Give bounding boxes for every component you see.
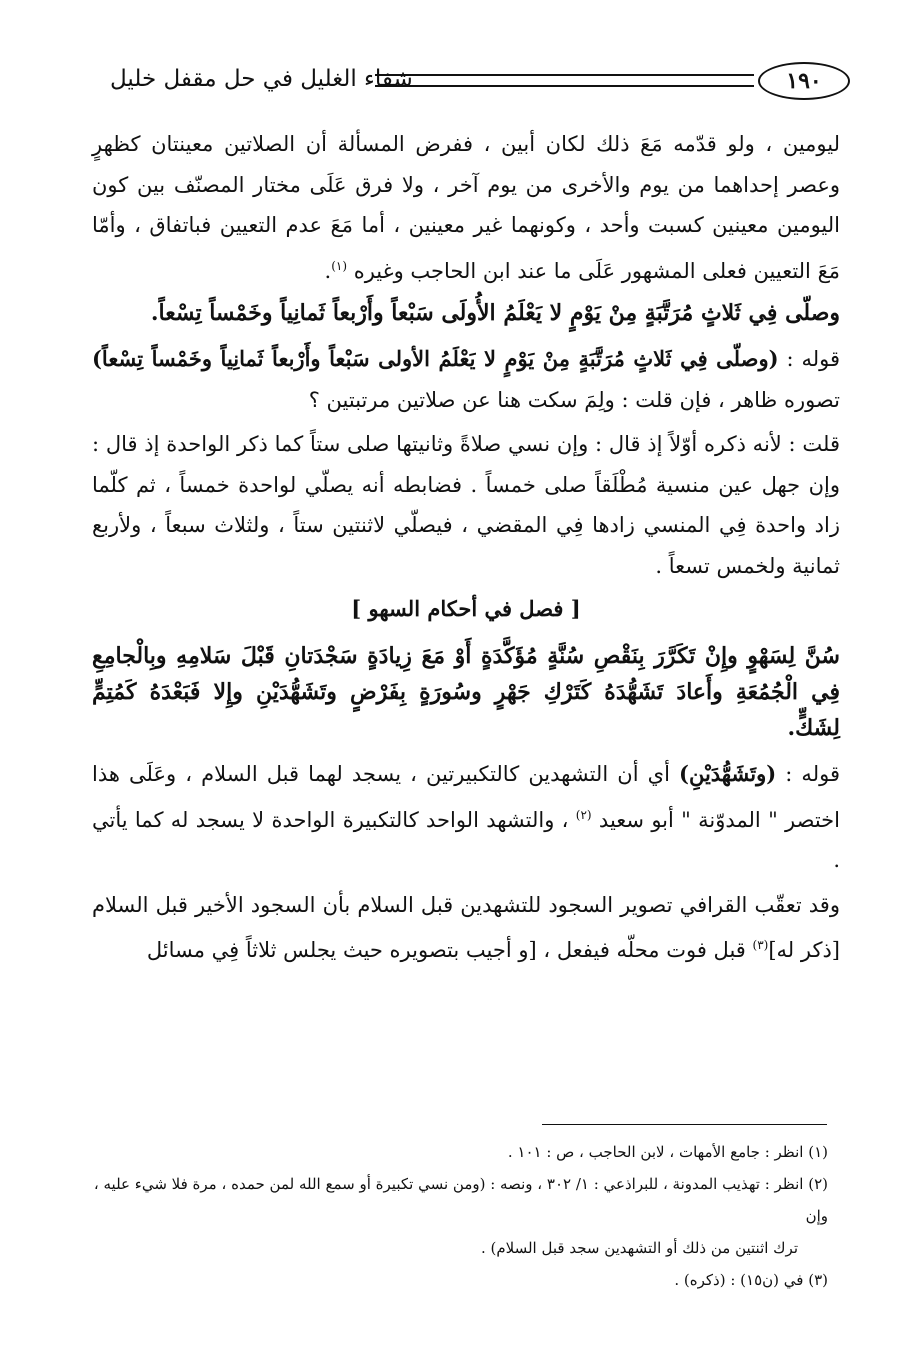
matn-text: وصلّى فِي ثَلاثٍ مُرَتَّبَةٍ مِنْ يَوْمٍ لا يَعْلَمُ الأُولَى سَبْعاً وأَرْبعاً ثَمانِياً وخَمْساً تِسْعاً. [150, 300, 840, 326]
paragraph-end: ، والتشهد الواحد كالتكبيرة الواحدة لا يسجد له كما يأتي . [92, 807, 840, 872]
running-title: شفاء الغليل في حل مقفل خليل [110, 66, 413, 92]
paragraph [92, 339, 840, 420]
paragraph [92, 124, 840, 291]
paragraph-text: وقد تعقّب القرافي تصوير السجود للتشهدين قبل السلام بأن السجود الأخير قبل السلام [ذكر له] [92, 892, 840, 962]
quoted-matn: (وصلّى فِي ثَلاثٍ مُرَتَّبَةٍ مِنْ يَوْمٍ لا يَعْلَمُ الأولى سَبْعاً وأَرْبعاً ثَمانِياً وخَمْساً تِسْعاً) [92, 346, 779, 371]
footnote-continuation: ترك اثنتين من ذلك أو التشهدين سجد قبل السلام) . [480, 1239, 798, 1257]
header-rule [375, 74, 754, 87]
page-header [70, 62, 850, 106]
footnote: (١) انظر : جامع الأمهات ، لابن الحاجب ، ص : ١٠١ . [507, 1143, 828, 1161]
matn-text: سُنَّ لِسَهْوٍ وإِنْ تَكَرَّرَ بِنَقْصِ سُنَّةٍ مُؤَكَّدَةٍ أَوْ مَعَ زِيادَةٍ سَجْدَتانِ قَبْلَ سَلامِهِ وبِالْجامِعِ فِي الْجُمُعَةِ وأَعادَ تَشَهُّدَهُ كَتَرْكِ جَهْرٍ وسُورَةٍ بِفَرْضٍ وتَشَهُّدَيْنِ وإِلا فَبَعْدَهُ كَمُتِمٍّ لِشَكٍّ. [92, 643, 840, 741]
paragraph-text: أي أن التشهدين كالتكبيرتين ، يسجد لهما قبل السلام ، وعَلَى هذا اختصر " المدوّنة " أبو سعيد [92, 762, 840, 832]
footnote: (٣) في (ن١٥) : (ذكره) . [674, 1271, 828, 1289]
section-heading: [ فصل في أحكام السهو ] [351, 596, 581, 621]
page-number: ١٩٠ [758, 62, 850, 100]
paragraph [92, 754, 840, 881]
quoted-matn: (وتَشَهُّدَيْنِ) [679, 761, 777, 786]
paragraph-lead: قوله : [778, 347, 841, 371]
footnote: (٢) انظر : تهذيب المدونة ، للبراذعي : ١/ ٣٠٢ ، ونصه : (ومن نسي تكبيرة أو سمع الله لمن حمده ، مرة فلا شيء عليه ، وإن [93, 1175, 828, 1225]
footnotes [80, 1136, 828, 1296]
paragraph-end: . [324, 258, 332, 283]
paragraph-lead: قوله : [776, 762, 840, 786]
main-text [92, 124, 840, 971]
paragraph-text: تصوره ظاهر ، فإن قلت : ولِمَ سكت هنا عن صلاتين مرتبتين ؟ [308, 387, 840, 412]
paragraph [92, 885, 840, 971]
footnote-separator [542, 1124, 827, 1125]
paragraph-text: ليومين ، ولو قدّمه مَعَ ذلك لكان أبين ، ففرض المسألة أن الصلاتين معينتان كظهرٍ وعصر إحداهما من يوم والأخرى من يوم آخر ، ولا فرق عَلَى مختار المصنّف بين كون اليومين معينين كسبت وأحد ، وكونهما غير معينين ، أما مَعَ عدم التعيين فباتفاق ، وأمّا مَعَ التعيين فعلى المشهور عَلَى ما عند ابن الحاجب وغيره [92, 132, 840, 283]
paragraph-end: قبل فوت محلّه فيفعل ، [و أجيب بتصويره حيث يجلس ثلاثاً فِي مسائل [146, 938, 753, 962]
footnote-ref[interactable]: (٣) [752, 938, 769, 952]
footnote-ref[interactable]: (٢) [575, 807, 592, 822]
paragraph: قلت : لأنه ذكره أوّلاً إذ قال : وإن نسي صلاةً وثانيتها صلى ستاً كما ذكر الواحدة إذ قال : وإن جهل عين منسية مُطْلَقاً صلى خمساً . فضابطه أنه يصلّي لواحدة خمساً ، ثم كلّما زاد واحدة فِي المنسي زادها فِي المقضي ، فيصلّي لاثنتين ستاً ، ولثلاث سبعاً ، ولأربع ثمانية ولخمس تسعاً . [92, 432, 840, 578]
footnote-ref[interactable]: (١) [331, 258, 348, 273]
